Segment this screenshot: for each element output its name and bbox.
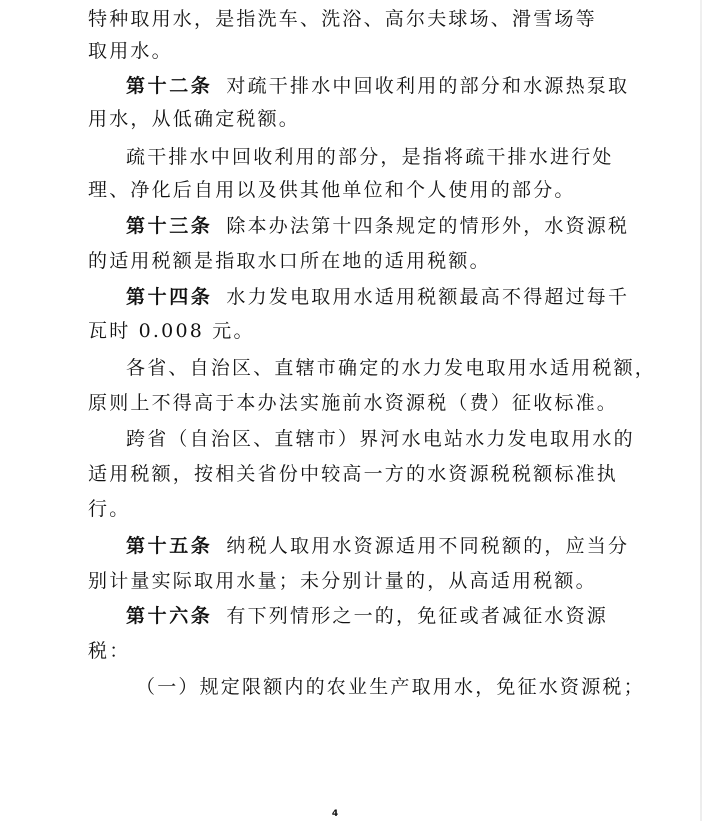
- article-heading: 第十二条: [126, 75, 213, 97]
- article-15-line: 第十五条 纳税人取用水资源适用不同税额的，应当分: [126, 535, 630, 557]
- article-13-line: 第十三条 除本办法第十四条规定的情形外，水资源税: [126, 215, 630, 237]
- text-line: 税：: [88, 640, 131, 662]
- text-line: 疏干排水中回收利用的部分，是指将疏干排水进行处: [126, 146, 614, 168]
- scan-edge-shadow: [700, 0, 702, 821]
- text-line: 别计量实际取用水量；未分别计量的，从高适用税额。: [88, 570, 597, 592]
- article-heading: 第十六条: [126, 605, 213, 627]
- text-line: 的适用税额是指取水口所在地的适用税额。: [88, 250, 491, 272]
- text-line: 跨省（自治区、直辖市）界河水电站水力发电取用水的: [126, 428, 635, 450]
- list-item: （一）规定限额内的农业生产取用水，免征水资源税；: [136, 676, 645, 698]
- text-line: 各省、自治区、直辖市确定的水力发电取用水适用税额，: [126, 357, 657, 379]
- text-line: 适用税额，按相关省份中较高一方的水资源税税额标准执: [88, 463, 619, 485]
- text-line: 瓦时 0.008 元。: [88, 320, 255, 342]
- text-line: 取用水。: [88, 40, 173, 62]
- article-heading: 第十五条: [126, 535, 213, 557]
- article-12-line: 第十二条 对疏干排水中回收利用的部分和水源热泵取: [126, 75, 630, 97]
- article-heading: 第十四条: [126, 286, 213, 308]
- page-number: 4: [331, 809, 339, 819]
- article-16-line: 第十六条 有下列情形之一的，免征或者减征水资源: [126, 605, 609, 627]
- article-heading: 第十三条: [126, 215, 213, 237]
- text-line: 特种取用水，是指洗车、洗浴、高尔夫球场、滑雪场等: [88, 8, 597, 30]
- text-line: 理、净化后自用以及供其他单位和个人使用的部分。: [88, 179, 576, 201]
- text-line: 用水，从低确定税额。: [88, 108, 301, 130]
- text-line: 行。: [88, 498, 131, 520]
- text-line: 原则上不得高于本办法实施前水资源税（费）征收标准。: [88, 392, 619, 414]
- article-14-line: 第十四条 水力发电取用水适用税额最高不得超过每千: [126, 286, 630, 308]
